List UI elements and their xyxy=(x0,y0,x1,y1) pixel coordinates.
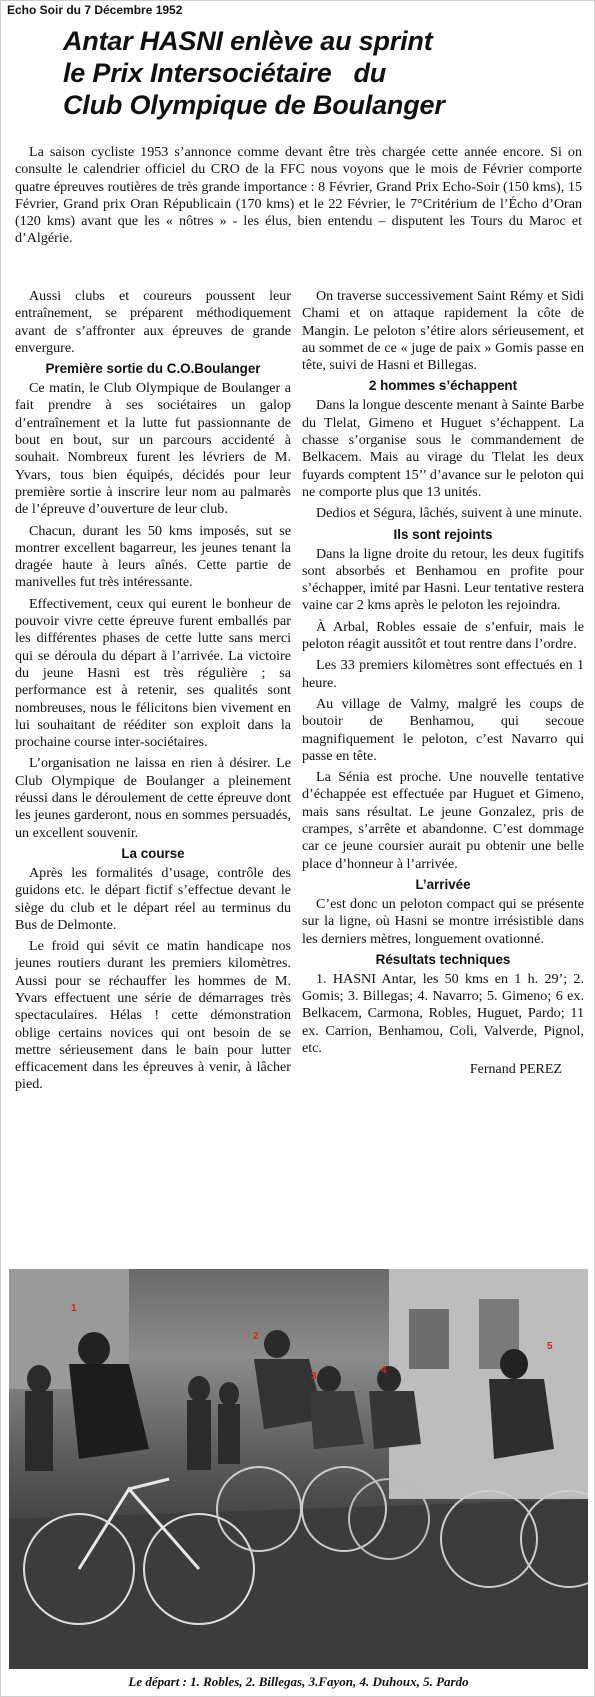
building-window xyxy=(409,1309,449,1369)
photo-marker: 3 xyxy=(311,1371,317,1382)
photo-illustration xyxy=(9,1269,588,1669)
article-column-right xyxy=(302,288,584,1083)
headline-line: Club Olympique de Boulanger xyxy=(63,90,445,120)
paragraph: Après les formalités d’usage, contrôle des guidons etc. le départ fictif s’effectue devant le siège du club et le départ réel au terminus du Bus de Delmonte. xyxy=(15,864,291,933)
photo-marker: 4 xyxy=(381,1365,387,1376)
paragraph: La saison cycliste 1953 s’annonce comme devant être très chargée cette année encore. Si on consulte le calendrier officiel du CRO de la FFC nous voyons que le mois de Février comporte quatre épreuves routières de très grande importance : 8 Février, Grand Prix Echo-Soir (150 kms), 15 Février, Grand prix Oran Républicain (170 kms) et le 22 Février, le 7°Critérium de l’Écho d’Oran (120 kms) avant que les « nôtres » - les élus, bien entendu – disputent les Tours du Maroc et d’Algérie. xyxy=(15,144,582,247)
paragraph: Les 33 premiers kilomètres sont effectués en 1 heure. xyxy=(302,657,584,691)
subheading: 2 hommes s’échappent xyxy=(368,378,518,394)
paragraph: Au village de Valmy, malgré les coups de boutoir de Benhamou, qui secoue magnifiquement le peloton, c’est Navarro qui passe en tête. xyxy=(302,695,584,764)
photo-marker: 1 xyxy=(71,1303,77,1314)
headline-line: Antar HASNI enlève au sprint xyxy=(63,26,433,56)
intro-paragraph xyxy=(15,144,582,252)
paragraph: On traverse successivement Saint Rémy et Sidi Chami et on attaque rapidement la côte de Mangin. Le peloton s’étire alors sérieusement, et au sommet de ce « juge de paix » Gomis passe en tête, suivi de Hasni et Billegas. xyxy=(302,288,584,374)
subheading: La course xyxy=(121,845,185,861)
paragraph: Dans la longue descente menant à Sainte Barbe du Tlelat, Gimeno et Huguet s’échappent. La chasse s’organise sous le commandement de Belkacem. Mais au virage du Tlelat les deux fuyards comptent 15’’ d’avance sur le peloton qui ne comporte plus que 13 unités. xyxy=(302,397,584,500)
subheading: Résultats techniques xyxy=(375,951,511,967)
photo-marker: 5 xyxy=(547,1341,553,1352)
source-line: Echo Soir du 7 Décembre 1952 xyxy=(7,3,183,17)
paragraph: Dans la ligne droite du retour, les deux fugitifs sont absorbés et Benhamou en profite pour s’échapper, imité par Hasni. Leur tentative restera vaine car 2 kms après le peloton les rejoindra. xyxy=(302,545,584,614)
headline-line: le Prix Intersociétaire du xyxy=(63,58,387,88)
subheading: L’arrivée xyxy=(415,876,471,892)
subheading: Ils sont rejoints xyxy=(393,526,493,542)
photo-caption: Le départ : 1. Robles, 2. Billegas, 3.Fayon, 4. Duhoux, 5. Pardo xyxy=(128,1674,469,1689)
photo-marker: 2 xyxy=(253,1331,259,1342)
paragraph: L’organisation ne laissa en rien à désirer. Le Club Olympique de Boulanger a pleinement réussi dans le déroulement de cette épreuve dont les jeunes garderont, nous en sommes persuadés, un excellent souvenir. xyxy=(15,755,291,841)
author-signature: Fernand PEREZ xyxy=(469,1062,562,1078)
race-start-photo xyxy=(9,1269,588,1669)
paragraph: C’est donc un peloton compact qui se présente sur la ligne, où Hasni se montre irrésistible dans les derniers mètres, longuement ovationné. xyxy=(302,895,584,947)
paragraph: Chacun, durant les 50 kms imposés, sut se montrer excellent bagarreur, les jeunes tenant la dragée haute à leurs aînés. Cette partie de manivelles fut très intéressante. xyxy=(15,522,291,591)
paragraph: Effectivement, ceux qui eurent le bonheur de pouvoir vivre cette épreuve furent emballés par les différentes phases de cette lutte sans merci qui se déroula du départ à l’arrivée. La victoire du jeune Hasni est très régulière ; sa performance est à retenir, ses qualités sont nombreuses, nous le félicitons bien vivement en lui souhaitant de rééditer son exploit dans la prochaine course inter-sociétaires. xyxy=(15,595,291,751)
cyclist-3 xyxy=(309,1366,364,1449)
paragraph: La Sénia est proche. Une nouvelle tentative d’échappée est effectuée par Huguet et Gimeno, mais sans résultat. Le jeune Gonzalez, pris de crampes, s’arrête et abandonne. C’est dommage car ce jeune coursier aurait pu obtenir une belle place d’honneur à l’arrivée. xyxy=(302,769,584,872)
headline xyxy=(63,25,583,121)
subheading: Première sortie du C.O.Boulanger xyxy=(45,361,261,377)
results-block xyxy=(302,971,584,1057)
paragraph: Dedios et Ségura, lâchés, suivent à une minute. xyxy=(316,505,583,522)
paragraph: Aussi clubs et coureurs poussent leur entraînement, se préparent méthodiquement avant de s’affronter aux épreuves de grande envergure. xyxy=(15,288,291,356)
paragraph: À Arbal, Robles essaie de s’enfuir, mais le peloton réagit aussitôt et tout rentre dans l’ordre. xyxy=(302,618,584,653)
article-column-left xyxy=(15,288,291,1098)
paragraph: Ce matin, le Club Olympique de Boulanger a fait prendre à ses sociétaires un galop d’entraînement et la lutte fut passionnante de bout en bout, sur un parcours accidenté à souhait. Nombreux furent les lévriers de M. Yvars, tous bien équipés, décidés pour leur première sortie à inscrire leur nom au palmarès de l’épreuve d’ouverture de leur club. xyxy=(15,380,291,518)
results-text: 1. HASNI Antar, les 50 kms en 1 h. 29’; 2. Gomis; 3. Billegas; 4. Navarro; 5. Gimeno; 6 ex. Belkacem, Carmona, Robles, Huguet, Pardo; 11 ex. Carrion, Benhamou, Coli, Valverde, Pignol, etc. xyxy=(302,970,584,1056)
paragraph: Le froid qui sévit ce matin handicape nos jeunes routiers durant les premiers kilomètres. Aussi pour se réchauffer les hommes de M. Yvars effectuent une série de démarrages très spectaculaires. Hélas ! cette démonstration oblige certains novices qui ont besoin de se mettre sérieusement dans le bain pour lutter efficacement dans les épreuves à venir, à lâcher pied. xyxy=(15,938,291,1093)
